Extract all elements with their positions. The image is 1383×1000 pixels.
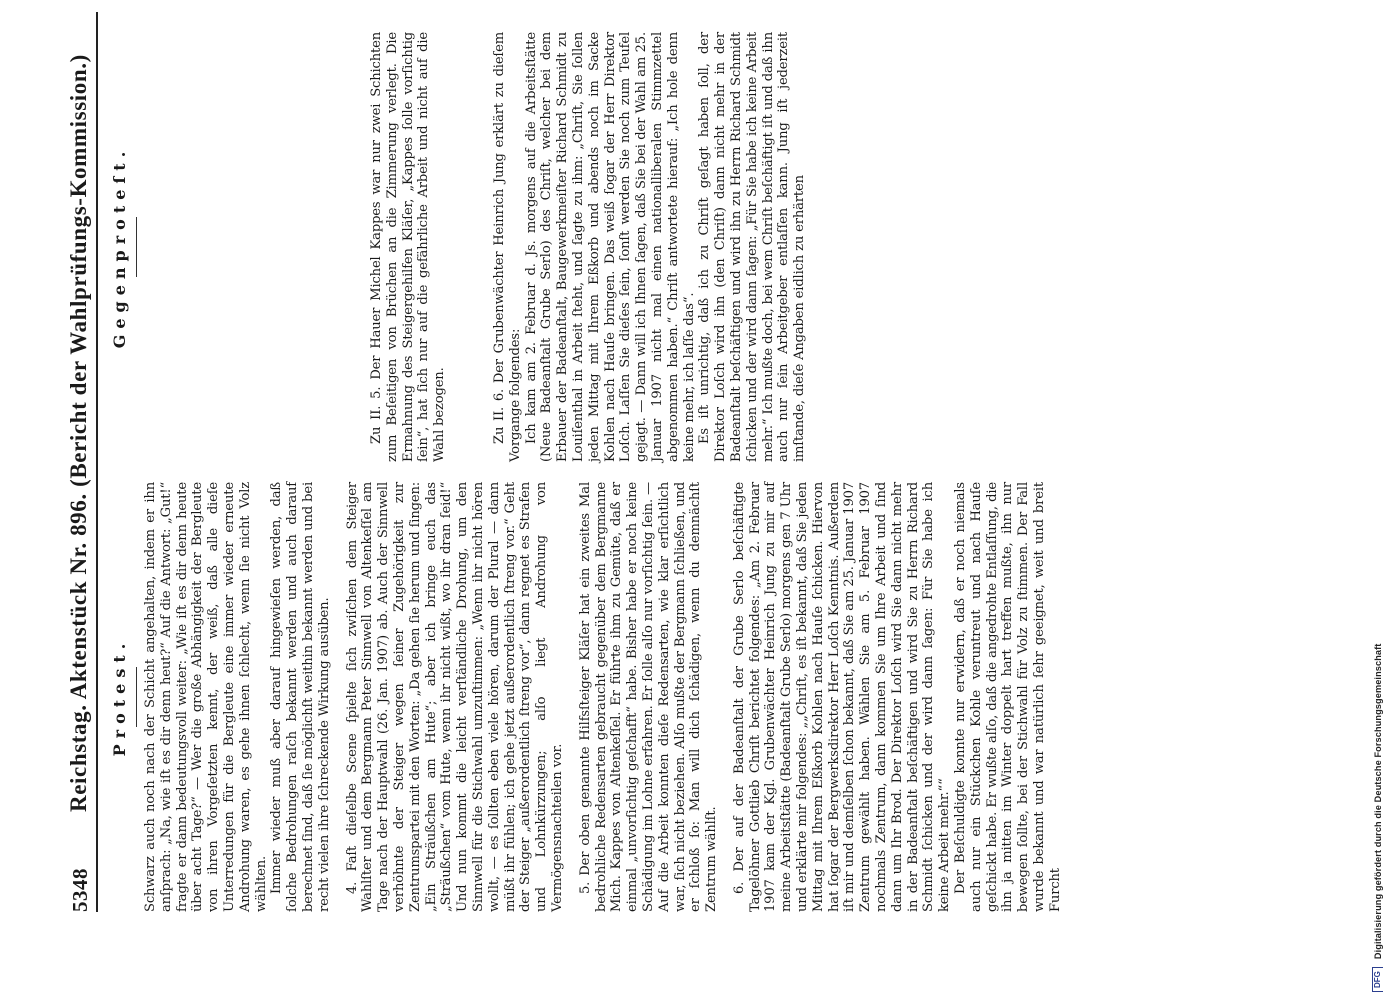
- title-rule: [136, 217, 137, 277]
- paragraph: Es iſt unrichtig, daß ich zu Chriſt geſagt haben ſoll, der Direktor Loſch wird ihn (den Chriſt) dann nicht mehr in der Badeanſtalt beſchäftigen und wird ihn zu Herrn Richard Schmidt ſchicken und der wird dann ſagen: „Für Sie habe ich keine Arbeit mehr.“ Ich mußte doch, bei wem Chriſt beſchäftigt iſt und daß ihn auch nur ſein Arbeitgeber entlaſſen kann. Jung iſt jederzeit imſtande, dieſe Angaben eidlich zu erhärten: [697, 32, 808, 462]
- paragraph: 6. Der auf der Badeanſtalt der Grube Serlo beſchäftigte Tagelöhner Gottlieb Chriſt berichtet folgendes: „Am 2. Februar 1907 kam der Kgl. Grubenwächter Heinrich Jung zu mir auf meine Arbeitsſtätte (Badeanſtalt Grube Serlo) morgens gen 7 Uhr und erklärte mir folgendes: „„Chriſt, es iſt bekannt, daß Sie jeden Mittag mit Ihrem Eßkorb Kohlen nach Hauſe ſchicken. Hiervon hat ſogar der Bergwerksdirektor Herr Loſch Kenntnis. Außerdem iſt mir und demſelben ſchon bekannt, daß Sie am 25. Januar 1907 Zentrum gewählt haben. Wählen Sie am 5. Februar 1907 nochmals Zentrum, dann kommen Sie um Ihre Arbeit und ſind dann um Ihr Brod. Der Direktor Loſch wird Sie dann nicht mehr in der Badeanſtalt beſchäftigen und wird Sie zu Herrn Richard Schmidt ſchicken und der wird dann ſagen: Für Sie habe ich keine Arbeit mehr.““: [731, 482, 953, 912]
- digitization-credit: [1372, 12, 1383, 992]
- running-header: [60, 12, 94, 912]
- section-title-gegenprotest: Gegenproteſt.: [110, 145, 129, 349]
- header-rule: [96, 12, 98, 912]
- paragraph: Immer wieder muß aber darauf hingewieſen werden, daß ſolche Bedrohungen raſch bekannt werden und auch darauf berechnet ſind, daß ſie möglichſt weithin bekannt werden und bei recht vielen ihre ſchreckende Wirkung ausüben.: [269, 482, 332, 912]
- paragraph: Ich kam am 2. Februar d. Js. morgens auf die Arbeitsſtätte (Neue Badeanſtalt Grube Serlo) des Chriſt, welcher bei dem Erbauer der Badeanſtalt, Baugewerkmeiſter Richard Schmidt zu Louiſenthal in Arbeit ſteht, und ſagte zu ihm: „Chriſt, Sie ſollen jeden Mittag mit Ihrem Eßkorb und abends noch im Sacke Kohlen nach Hauſe bringen. Das weiß ſogar der Herr Direktor Loſch. Laſſen Sie dieſes ſein, ſonſt werden Sie noch zum Teufel gejagt. — Dann will ich Ihnen ſagen, daß Sie bei der Wahl am 25. Januar 1907 nicht mal einen nationalliberalen Stimmzettel abgenommen haben.“ Chriſt antwortete hierauf: „Ich hole denn keine mehr, ich laſſe das“.: [523, 32, 697, 462]
- paragraph: 4. Faſt dieſelbe Scene ſpielte ſich zwiſchen dem Steiger Wahlſter und dem Bergmann Peter Sinnwell von Altenkeſſel am Tage nach der Hauptwahl (26. Jan. 1907) ab. Auch der Sinnwell verhöhnte der Steiger wegen ſeiner Zugehörigkeit zur Zentrumspartei mit den Worten: „Da gehen ſie herum und ſingen: „Ein Sträußchen am Hute“; aber ich bringe euch das „Sträußchen“ vom Hute, wenn ihr nicht wißt, wo ihr dran ſeid!“ Und nun kommt die leicht verſtändliche Drohung, um den Sinnwell für die Stichwahl umzuſtimmen: „Wenn ihr nicht hören wollt, — es ſollten eben viele hören, darum der Plural — dann müßt ihr fühlen; ich gehe jetzt außerordentlich ſtreng vor.“ Geht der Steiger „außerordentlich ſtreng vor“, dann regnet es Strafen und Lohnkürzungen; alſo liegt Androhung von Vermögensnachteilen vor.: [344, 482, 565, 912]
- right-column: [100, 32, 808, 462]
- dfg-logo: DFG: [1372, 967, 1383, 992]
- left-column: [100, 482, 1064, 912]
- paragraph: 5. Der oben genannte Hilfsſteiger Kläſer hat ein zweites Mal bedrohliche Redensarten gebraucht gegenüber dem Bergmanne Mich. Kappes von Altenkeſſel. Er führte ihm zu Gemüte, daß er einmal „unvorſichtig geſchafft“ habe. Bisher habe er noch keine Schädigung im Lohne erfahren. Er ſolle alſo nur vorſichtig ſein. — Auf die Arbeit konnten dieſe Redensarten, wie klar erſichtlich war, ſich nicht beziehen. Alſo mußte der Bergmann ſchließen, und er ſchloß ſo: Man will dich ſchädigen, wenn du demnächſt Zentrum wählſt.: [577, 482, 720, 912]
- paragraph: Zu II. 6. Der Grubenwächter Heinrich Jung erklärt zu dieſem Vorgange folgendes:: [491, 32, 523, 462]
- section-title-protest: Protest.: [110, 637, 129, 757]
- digitization-credit-text: Digitalisierung gefördert durch die Deutsche Forschungsgemeinschaft: [1373, 643, 1383, 960]
- running-title: Reichstag. Aktenstück Nr. 896. (Bericht der Wahlprüfungs-Kommission.): [66, 54, 91, 812]
- paragraph: Der Beſchuldigte konnte nur erwidern, daß er noch niemals auch nur ein Stückchen Kohle veruntreut und nach Hauſe geſchickt habe. Er wußte alſo, daß die angedrohte Entlaſſung, die ihn ja mitten im Winter doppelt hart treffen mußte, ihn nur bewegen ſollte, bei der Stichwahl für Volz zu ſtimmen. Der Fall wurde bekannt und war natürlich ſehr geeignet, weit und breit Furcht: [953, 482, 1063, 912]
- page-number: 5348: [68, 868, 92, 912]
- paragraph: Zu II. 5. Der Hauer Michel Kappes war nur zwei Schichten zum Beſeitigen von Brüchen an die Zimmerung verlegt. Die Ermahnung des Steigergehilfen Kläſer, „Kappes ſolle vorſichtig ſein“, hat ſich nur auf die gefährliche Arbeit und nicht auf die Wahl bezogen.: [369, 32, 448, 462]
- title-rule: [136, 667, 137, 727]
- paragraph: Schwarz auch noch nach der Schicht angehalten, indem er ihn anſprach: „Na, wie iſt es dir denn heut?“ Auf die Antwort: „Gut!“ fragte er dann bedeutungsvoll weiter: „Wie iſt es dir denn heute über acht Tage?“ — Wer die große Abhängigkeit der Bergleute von ihren Vorgeſetzten kennt, der weiß, daß alle dieſe Unterredungen für die Bergleute eine immer wieder erneute Androhung waren, es gehe ihnen ſchlecht, wenn ſie nicht Volz wählten.: [143, 482, 269, 912]
